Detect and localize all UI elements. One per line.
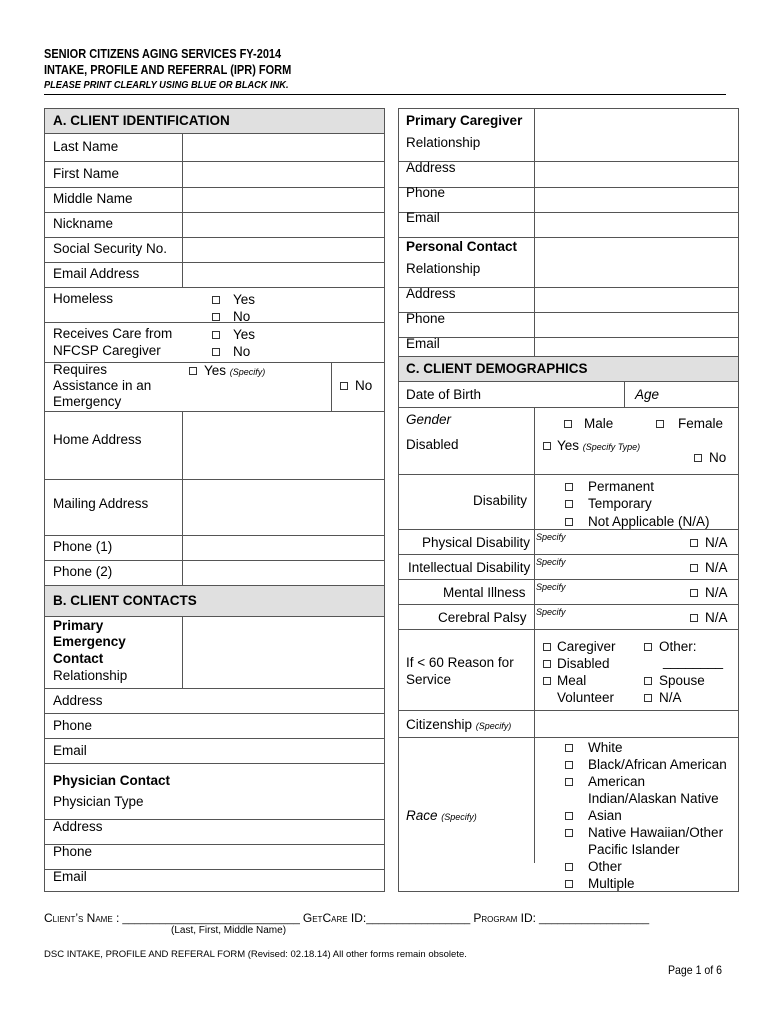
last-name-field[interactable] [183,134,384,161]
getcare-id-label: GetCare ID: [302,911,367,925]
last-name-label: Last Name [53,139,119,154]
reason-other-checkbox[interactable] [644,643,652,651]
citizenship-field[interactable] [535,711,738,737]
race-white-label: White [588,740,623,755]
revision-note: DSC INTAKE, PROFILE AND REFERAL FORM (Revised: 02.18.14) All other forms remain obsolete. [44,949,467,960]
disability-temporary-checkbox[interactable] [565,500,573,508]
receives-care-label-1: Receives Care from [53,326,173,341]
personal-relationship-label: Relationship [406,261,481,276]
dob-label: Date of Birth [406,387,482,402]
personal-contact-label: Personal Contact [406,239,518,254]
caregiver-relationship-field[interactable] [535,109,738,161]
first-name-label: First Name [53,166,120,181]
requires-assistance-label-2: Assistance in an [53,378,152,393]
left-panel [44,108,385,892]
middle-name-field[interactable] [183,188,384,212]
reason-na-label: N/A [659,690,682,705]
cerebral-palsy-label: Cerebral Palsy [438,610,527,625]
gender-male-label: Male [584,416,614,431]
phone1-label: Phone (1) [53,539,113,554]
phone2-field[interactable] [183,561,384,585]
emergency-relationship-label: Relationship [53,668,128,683]
disabled-yes-checkbox[interactable] [543,442,551,450]
requires-assistance-yes-checkbox[interactable] [189,367,197,375]
reason-meal-label: Meal [557,673,587,688]
race-indian-label: Indian/Alaskan Native [588,791,719,806]
mental-na-label: N/A [705,585,728,600]
disabled-yes-label: Yes (Specify Type) [557,438,641,453]
nickname-label: Nickname [53,216,114,231]
cerebral-na-label: N/A [705,610,728,625]
requires-assistance-label-1: Requires [53,362,108,377]
homeless-label: Homeless [53,291,114,306]
section-a-title: A. CLIENT IDENTIFICATION [53,113,230,128]
mailing-address-field[interactable] [183,480,384,535]
form-instructions: PLEASE PRINT CLEARLY USING BLUE OR BLACK INK. [44,79,289,91]
homeless-no-checkbox[interactable] [212,313,220,321]
caregiver-phone-label: Phone [406,185,446,200]
race-american-indian-checkbox[interactable] [565,778,573,786]
home-address-field[interactable] [183,412,384,479]
reason-volunteer-label: Volunteer [557,690,615,705]
disability-label: Disability [473,493,528,508]
receives-care-yes-checkbox[interactable] [212,331,220,339]
caregiver-address-label: Address [406,160,456,175]
getcare-id-blank[interactable]: _________________ [366,913,471,925]
homeless-yes-label: Yes [233,292,256,307]
race-white-checkbox[interactable] [565,744,573,752]
race-multiple-label: Multiple [588,876,635,891]
middle-name-label: Middle Name [53,191,133,206]
physician-email-label: Email [53,869,87,884]
physician-type-label: Physician Type [53,794,144,809]
intellectual-na-checkbox[interactable] [690,564,698,572]
form-title: INTAKE, PROFILE AND REFERRAL (IPR) FORM [44,63,292,77]
disability-temporary-label: Temporary [588,496,652,511]
homeless-yes-checkbox[interactable] [212,296,220,304]
requires-assistance-label-3: Emergency [53,394,122,409]
race-other-checkbox[interactable] [565,863,573,871]
nickname-field[interactable] [183,213,384,237]
race-asian-checkbox[interactable] [565,812,573,820]
primary-emergency-contact-label-2: Emergency [53,634,126,649]
section-c-title: C. CLIENT DEMOGRAPHICS [406,361,588,376]
disabled-no-checkbox[interactable] [694,454,702,462]
homeless-no-label: No [233,309,251,324]
header-rule [44,94,726,95]
race-american-label: American [588,774,646,789]
reason-spouse-checkbox[interactable] [644,677,652,685]
race-pacific-label: Pacific Islander [588,842,680,857]
race-hawaiian-label: Native Hawaiian/Other [588,825,724,840]
caregiver-relationship-label: Relationship [406,135,481,150]
reason-na-checkbox[interactable] [644,694,652,702]
cerebral-na-checkbox[interactable] [690,614,698,622]
primary-caregiver-label: Primary Caregiver [406,113,523,128]
race-multiple-checkbox[interactable] [565,880,573,888]
receives-care-yes-label: Yes [233,327,256,342]
physician-address-label: Address [53,819,103,834]
age-label: Age [635,387,660,402]
requires-assistance-yes-label: Yes (Specify) [204,363,266,378]
physical-na-checkbox[interactable] [690,539,698,547]
physical-specify-label: Specify [536,532,566,542]
mental-specify-label: Specify [536,582,566,592]
receives-care-no-checkbox[interactable] [212,348,220,356]
intellectual-disability-label: Intellectual Disability [408,560,531,575]
gender-female-checkbox[interactable] [656,420,664,428]
email-address-label: Email Address [53,266,140,281]
personal-email-label: Email [406,336,440,351]
footer-ids [44,911,649,925]
emergency-email-label: Email [53,743,87,758]
citizenship-label: Citizenship (Specify) [406,717,512,732]
disability-na-label: Not Applicable (N/A) [588,514,710,529]
physician-contact-label: Physician Contact [53,773,171,788]
form-title-agency: SENIOR CITIZENS AGING SERVICES FY-2014 [44,47,282,61]
disabled-no-label: No [709,450,727,465]
receives-care-no-label: No [233,344,251,359]
client-name-blank[interactable]: _____________________________ [122,913,300,925]
reason-caregiver-checkbox[interactable] [543,643,551,651]
reason-caregiver-label: Caregiver [557,639,616,654]
phone2-label: Phone (2) [53,564,113,579]
home-address-label: Home Address [53,432,142,447]
requires-assistance-no-label: No [355,378,373,393]
disabled-label: Disabled [406,437,459,452]
ssn-label: Social Security No. [53,241,168,256]
right-panel [398,108,739,892]
reason-other-label: Other: [659,639,697,654]
race-label: Race (Specify) [406,808,477,823]
requires-assistance-no-checkbox[interactable] [340,382,348,390]
race-other-label: Other [588,859,622,874]
phone1-field[interactable] [183,536,384,560]
reason-spouse-label: Spouse [659,673,705,688]
mental-illness-label: Mental Illness [443,585,526,600]
emergency-phone-label: Phone [53,718,93,733]
disability-permanent-checkbox[interactable] [565,483,573,491]
reason-disabled-label: Disabled [557,656,610,671]
program-id-label: Program ID: [473,911,536,925]
race-black-checkbox[interactable] [565,761,573,769]
race-hawaiian-checkbox[interactable] [565,829,573,837]
receives-care-label-2: NFCSP Caregiver [53,343,161,358]
reason-other-blank[interactable]: ________ [663,654,724,669]
reason-label-2: Service [406,672,452,687]
reason-label-1: If < 60 Reason for [406,655,514,670]
reason-disabled-checkbox[interactable] [543,660,551,668]
emergency-address-label: Address [53,693,103,708]
email-address-field[interactable] [183,263,384,287]
ssn-field[interactable] [183,238,384,262]
intellectual-na-label: N/A [705,560,728,575]
emergency-relationship-field[interactable] [183,617,384,688]
race-black-label: Black/African American [588,757,727,772]
gender-label: Gender [406,412,452,427]
first-name-field[interactable] [183,162,384,187]
physical-disability-label: Physical Disability [422,535,531,550]
physical-na-label: N/A [705,535,728,550]
intellectual-specify-label: Specify [536,557,566,567]
disability-permanent-label: Permanent [588,479,655,494]
program-id-blank[interactable]: __________________ [539,913,650,925]
cerebral-specify-label: Specify [536,607,566,617]
personal-address-label: Address [406,286,456,301]
gender-male-checkbox[interactable] [564,420,572,428]
client-name-label: Client’s Name : [44,911,120,925]
caregiver-email-label: Email [406,210,440,225]
race-asian-label: Asian [588,808,622,823]
reason-meal-checkbox[interactable] [543,677,551,685]
gender-female-label: Female [678,416,724,431]
primary-emergency-contact-label-3: Contact [53,651,104,666]
disability-na-checkbox[interactable] [565,518,573,526]
physician-phone-label: Phone [53,844,93,859]
mailing-address-label: Mailing Address [53,496,149,511]
section-b-title: B. CLIENT CONTACTS [53,593,197,608]
personal-phone-label: Phone [406,311,446,326]
name-hint: (Last, First, Middle Name) [171,925,287,936]
primary-emergency-contact-label-1: Primary [53,618,104,633]
page-number: Page 1 of 6 [668,963,723,977]
mental-na-checkbox[interactable] [690,589,698,597]
